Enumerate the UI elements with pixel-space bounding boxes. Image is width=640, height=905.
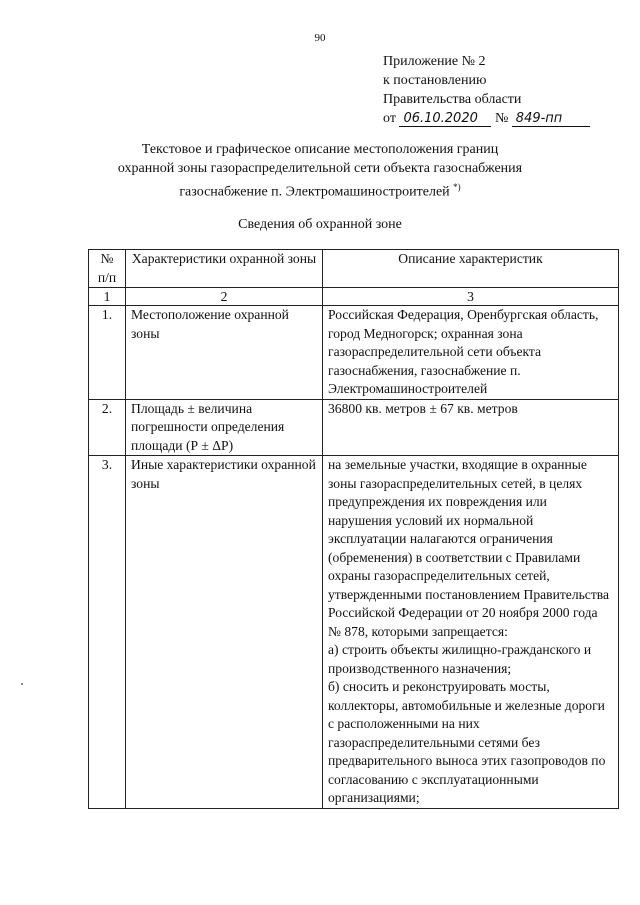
column-number-row (89, 288, 619, 306)
row-description (323, 456, 619, 809)
scan-speck (21, 683, 23, 685)
header-description: Описание характеристик (323, 250, 619, 288)
table-row (89, 306, 619, 400)
table-row (89, 456, 619, 809)
appendix-date-row (383, 109, 590, 128)
title-line-1: Текстовое и графическое описание местоположения границ (141, 142, 499, 157)
column-number: 3 (323, 288, 619, 306)
row-characteristic: Площадь ± величина погрешности определения площади (Р ± ΔР) (126, 399, 323, 456)
handwritten-number: 849-пп (512, 112, 590, 127)
column-number: 1 (89, 288, 126, 306)
title-line-3 (0, 178, 640, 202)
row-description: Российская Федерация, Оренбургская область, город Медногорск; охранная зона газораспределительной сети объекта газоснабжения, газоснабжение п. Электромашиностроителей (323, 306, 619, 400)
title-line-3-text: газоснабжение п. Электромашиностроителей (179, 184, 450, 200)
appendix-line-1: Приложение № 2 (383, 54, 486, 69)
row-description-intro: на земельные участки, входящие в охранные зоны газораспределительных сетей, в целях предупреждения их повреждения или нарушения условий их нормальной эксплуатации налагаются ограничения (обременения) в соответствии с Правилами охраны газораспределительных сетей, утвержденными постановлением Правительства Российской Федерации от 20 ноября 2000 года № 878, которыми запрещается: (328, 457, 610, 639)
appendix-line-2: к постановлению (383, 73, 487, 88)
footnote-mark: *) (453, 182, 461, 192)
table-row (89, 399, 619, 456)
row-num: 2. (89, 399, 126, 456)
row-description: 36800 кв. метров ± 67 кв. метров (323, 399, 619, 456)
date-prefix: от (383, 111, 396, 126)
table-header-row (89, 250, 619, 288)
appendix-line-3: Правительства области (383, 92, 522, 107)
row-num: 3. (89, 456, 126, 809)
prohibition-item-a: а) строить объекты жилищно-гражданского и производственного назначения; (328, 642, 592, 676)
protection-zone-table (88, 249, 619, 809)
row-characteristic: Местоположение охранной зоны (126, 306, 323, 400)
page-number: 90 (314, 32, 326, 44)
prohibition-item-b: б) сносить и реконструировать мосты, коллекторы, автомобильные и железные дороги с расположенными на них газораспределительными сетями без предварительного выноса этих газопроводов по согласованию с эксплуатационными организациями; (328, 679, 606, 805)
section-subtitle: Сведения об охранной зоне (238, 217, 402, 232)
handwritten-date: 06.10.2020 (399, 112, 491, 127)
number-prefix: № (494, 111, 509, 126)
document-title (0, 140, 640, 202)
header-characteristic: Характеристики охранной зоны (126, 250, 323, 288)
row-num: 1. (89, 306, 126, 400)
title-line-2: охранной зоны газораспределительной сети объекта газоснабжения (117, 161, 523, 176)
header-num: № п/п (89, 250, 126, 288)
column-number: 2 (126, 288, 323, 306)
row-characteristic: Иные характеристики охранной зоны (126, 456, 323, 809)
appendix-block (383, 52, 590, 128)
